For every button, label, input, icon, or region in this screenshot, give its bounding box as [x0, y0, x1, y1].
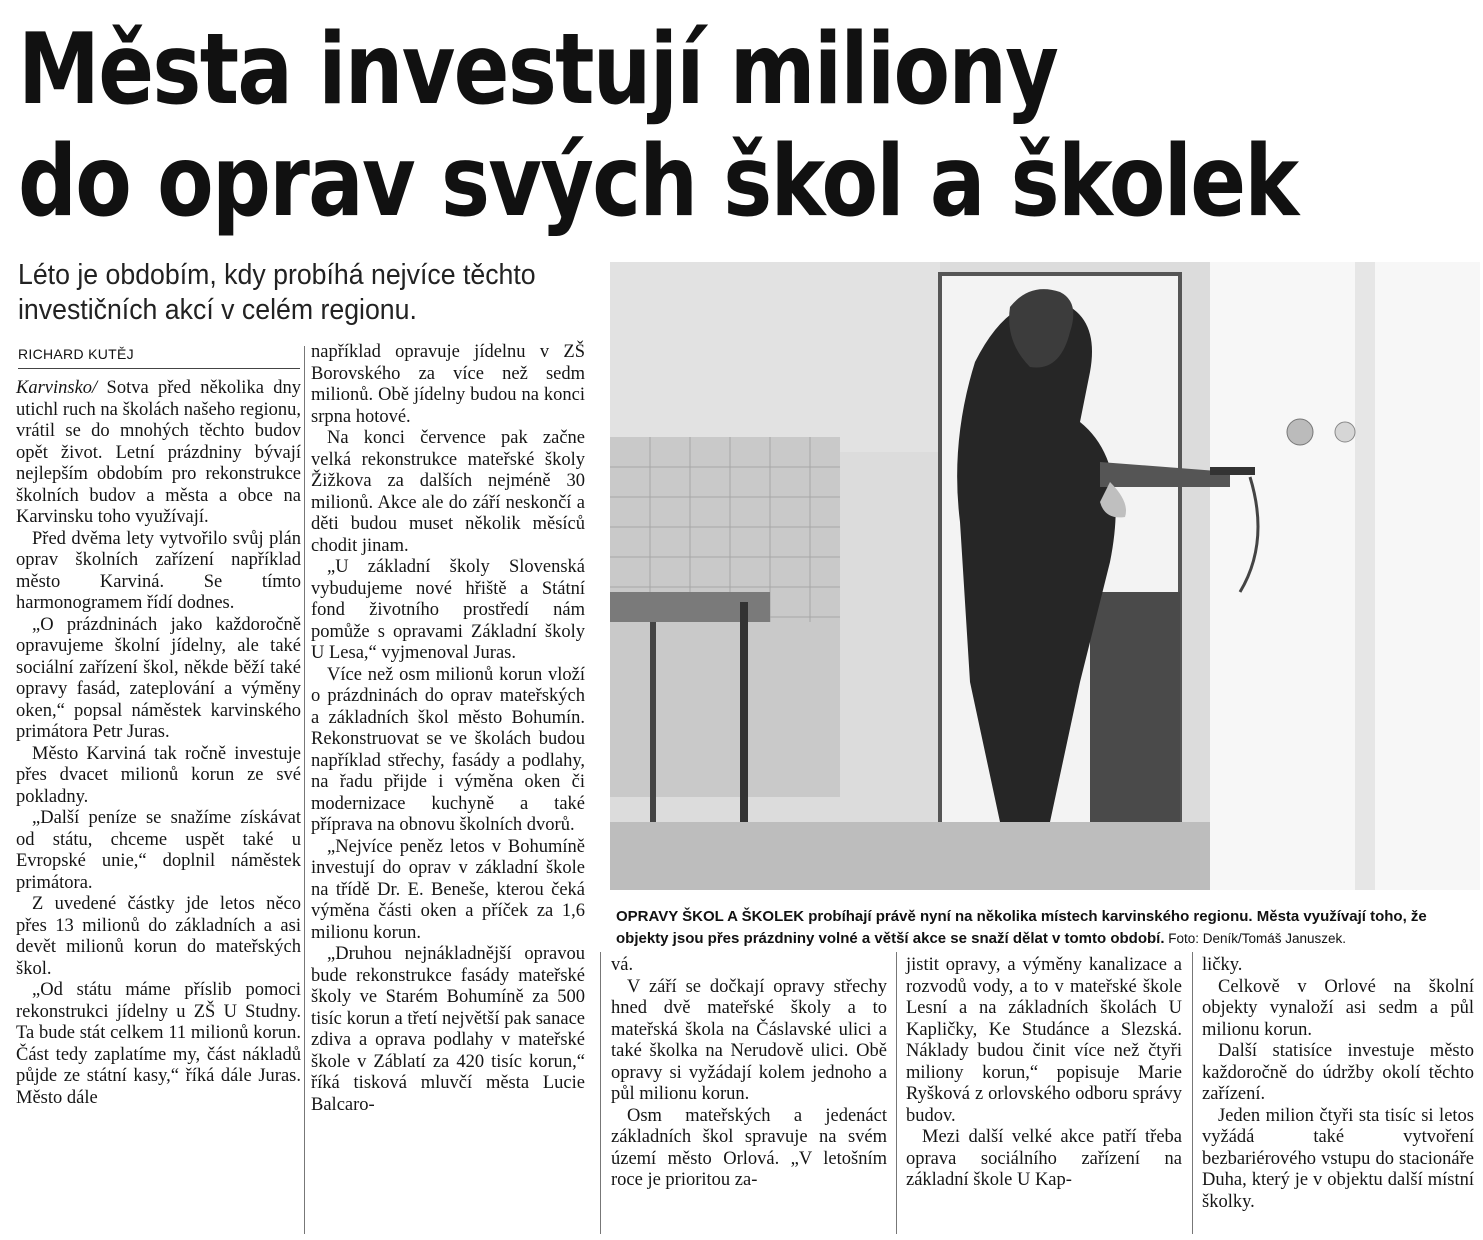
- article-paragraph: Mezi další velké akce patří třeba oprava sociálního zařízení na základní škole U Kap-: [906, 1127, 1182, 1190]
- headline-line-2: do oprav svých škol a školek: [18, 125, 1298, 239]
- article-paragraph: [16, 378, 301, 529]
- article-paragraph: Celkově v Orlové na školní objekty vynaloží asi sedm a půl milionu korun.: [1202, 976, 1474, 1040]
- deck-subtitle: [18, 258, 552, 328]
- article-paragraph: Město Karviná tak ročně investuje přes dvacet milionů korun ze své pokladny.: [16, 743, 301, 807]
- article-paragraph: „U základní školy Slovenská vybudujeme nové hřiště a Státní fond životního prostředí nám pomůže s opravami Základní školy U Lesa,“ vyjmenoval Juras.: [311, 557, 585, 663]
- photo-caption: [616, 906, 1476, 950]
- article-column-1: [16, 378, 301, 1109]
- article-paragraph: „Od státu máme příslib pomoci rekonstrukci jídelny u ZŠ U Studny. Ta bude stát celkem 11 milionů korun. Část tedy zaplatíme my, část nákladů půjde ze státní kasy,“ říká dále Juras. Město dále: [16, 980, 301, 1108]
- article-paragraph: například opravuje jídelnu v ZŠ Borovského za více než sedm milionů. Obě jídelny budou na konci srpna hotové.: [311, 342, 585, 427]
- caption-lead: OPRAVY ŠKOL A ŠKOLEK: [616, 908, 805, 925]
- news-photo: [610, 262, 1480, 890]
- article-paragraph: ličky.: [1202, 955, 1243, 975]
- photo-credit: Foto: Deník/Tomáš Januszek.: [1164, 931, 1347, 946]
- article-column-3: [611, 955, 887, 1192]
- caption-text: probíhají právě nyní na několika místech karvinského regionu. Města využívají toho, že objekty jsou přes prázdniny volné a větší akce se snaží dělat v tomto období.: [616, 908, 1427, 947]
- article-paragraph: jistit opravy, a výměny kanalizace a rozvodů vody, a to v mateřské škole Lesní a na základních školách U Kapličky, Ke Studánce a Slezská. Náklady budou činit více než čtyři miliony korun,“ popisuje Marie Ryšková z orlovského odboru správy budov.: [906, 955, 1182, 1126]
- dateline: Karvinsko/: [16, 378, 98, 398]
- article-column-2: [311, 342, 585, 1116]
- article-paragraph: V září se dočkají opravy střechy hned dvě mateřské školy a to mateřská škola na Čáslavské ulici a také školka na Nerudově ulici. Obě opravy si vyžádají kolem jednoho a půl milionu korun.: [611, 976, 887, 1104]
- article-paragraph: Více než osm milionů korun vloží o prázdninách do oprav mateřských a základních škol město Bohumín. Rekonstruovat se ve školách budou například střechy, fasády a podlahy, na řadu přijde i výměna oken či modernizace kuchyně a také příprava na obnovu školních dvorů.: [311, 664, 585, 835]
- article-paragraph: Další statisíce investuje město každoročně do údržby okolí těchto zařízení.: [1202, 1041, 1474, 1104]
- article-paragraph: „Druhou nejnákladnější opravou bude rekonstrukce fasády mateřské školy ve Starém Bohumíně za 500 tisíc korun a třetí největší pak sanace zdiva a oprava podlahy v mateřské škole v Záblatí za 420 tisíc korun,“ říká tisková mluvčí města Lucie Balcaro-: [311, 944, 585, 1115]
- article-column-5: [1202, 955, 1474, 1213]
- article-paragraph: vá.: [611, 955, 634, 975]
- headline-line-1: Města investují miliony: [18, 13, 1058, 127]
- article-paragraph: Před dvěma lety vytvořilo svůj plán oprav školních zařízení například město Karviná. Se tímto harmonogramem řídí dodnes.: [16, 528, 301, 613]
- column-divider: [896, 952, 897, 1234]
- column-divider: [1192, 952, 1193, 1234]
- article-paragraph: Z uvedené částky jde letos něco přes 13 milionů do základních a asi devět milionů korun do mateřských škol.: [16, 894, 301, 979]
- article-paragraph: Jeden milion čtyři sta tisíc si letos vyžádá také vytvoření bezbariérového vstupu do stacionáře Duha, který je v objektu další místní školky.: [1202, 1105, 1474, 1212]
- byline: RICHARD KUTĚJ: [18, 346, 300, 369]
- photo-worker-drilling-wall: [610, 262, 1480, 890]
- article-column-4: [906, 955, 1182, 1192]
- deck-line-1: Léto je obdobím, kdy probíhá nejvíce těchto: [18, 259, 536, 291]
- lead-text: Sotva před několika dny utichl ruch na školách našeho regionu, vrátil se do mnohých těchto budov opět život. Letní prázdniny bývají nejlepším obdobím pro rekonstrukce školních budov a města a obce na Karvinsku toho využívají.: [16, 378, 301, 527]
- article-paragraph: Osm mateřských a jedenáct základních škol spravuje na svém území město Orlová. „V letošním roce je prioritou za-: [611, 1105, 887, 1190]
- article-paragraph: „O prázdninách jako každoročně opravujeme školní jídelny, ale také sociální zařízení škol, někde běží také opravy fasád, zateplování a výměny oken,“ popsal náměstek karvinského primátora Petr Juras.: [16, 614, 301, 742]
- column-divider: [304, 346, 305, 1234]
- headline: [18, 13, 1298, 239]
- article-paragraph: „Nejvíce peněz letos v Bohumíně investují do oprav v základní škole na třídě Dr. E. Beneše, kterou čeká výměna části oken a příček za 1,6 milionu korun.: [311, 836, 585, 943]
- article-paragraph: Na konci července pak začne velká rekonstrukce mateřské školy Žižkova za dalších nejméně 30 milionů. Akce ale do září neskončí a děti budou muset několik měsíců chodit jinam.: [311, 428, 585, 556]
- article-paragraph: „Další peníze se snažíme získávat od státu, chceme uspět také u Evropské unie,“ doplnil náměstek primátora.: [16, 808, 301, 893]
- deck-line-2: investičních akcí v celém regionu.: [18, 294, 417, 326]
- column-divider: [600, 952, 601, 1234]
